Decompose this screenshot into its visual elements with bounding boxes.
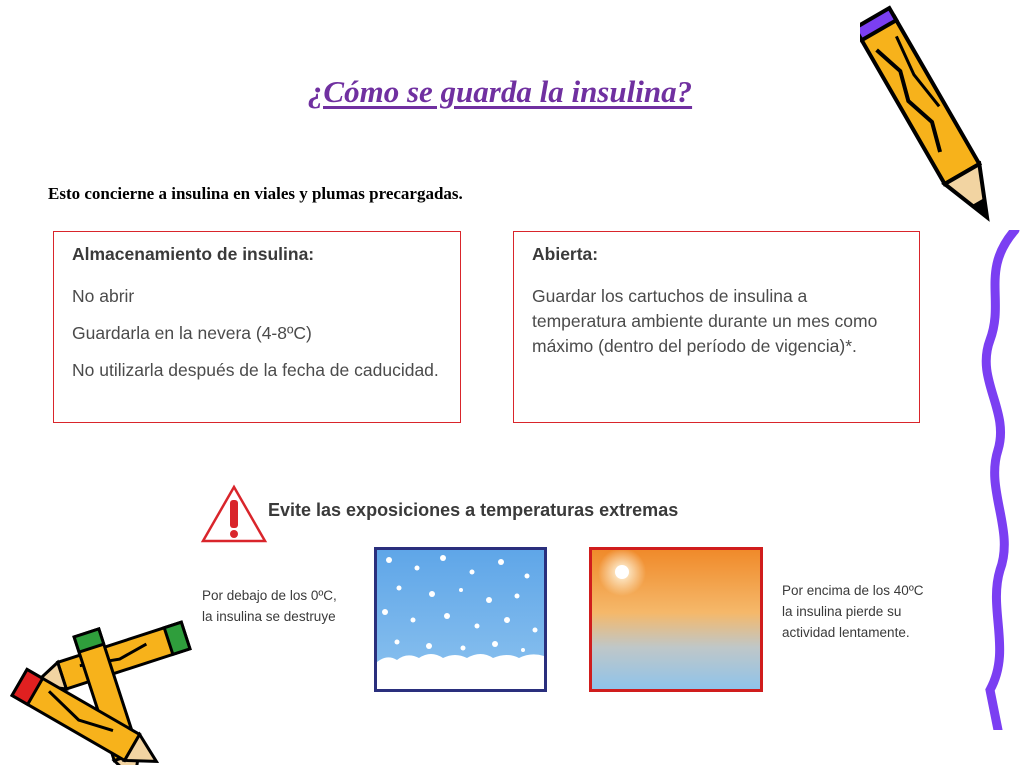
warning-triangle-icon bbox=[200, 484, 268, 544]
storage-line-2: Guardarla en la nevera (4-8ºC) bbox=[72, 323, 312, 343]
storage-box bbox=[53, 231, 461, 423]
page-title: ¿Cómo se guarda la insulina? bbox=[307, 74, 693, 109]
hot-note-line-3: actividad lentamente. bbox=[782, 625, 910, 640]
storage-line-3: No utilizarla después de la fecha de caducidad. bbox=[72, 360, 439, 380]
sun-image bbox=[589, 547, 763, 692]
snow-image bbox=[374, 547, 547, 692]
hot-note-line-2: la insulina pierde su bbox=[782, 604, 902, 619]
storage-box-title: Almacenamiento de insulina: bbox=[72, 244, 315, 264]
hot-note bbox=[782, 580, 982, 643]
open-box-title: Abierta: bbox=[532, 244, 599, 264]
squiggle-decoration bbox=[960, 230, 1024, 730]
pencil-icon bbox=[860, 2, 1005, 242]
warning-text: Evite las exposiciones a temperaturas extremas bbox=[268, 500, 679, 520]
cold-note-line-1: Por debajo de los 0ºC, bbox=[202, 588, 337, 603]
open-box-text: Guardar los cartuchos de insulina a temperatura ambiente durante un mes como máximo (dentro del período de vigencia)*. bbox=[532, 286, 878, 356]
pencils-icon bbox=[0, 615, 205, 765]
cold-note bbox=[202, 585, 372, 627]
storage-line-1: No abrir bbox=[72, 286, 135, 306]
cold-note-line-2: la insulina se destruye bbox=[202, 609, 336, 624]
intro-text: Esto concierne a insulina en viales y plumas precargadas. bbox=[48, 184, 463, 203]
open-box bbox=[513, 231, 920, 423]
hot-note-line-1: Por encima de los 40ºC bbox=[782, 583, 924, 598]
